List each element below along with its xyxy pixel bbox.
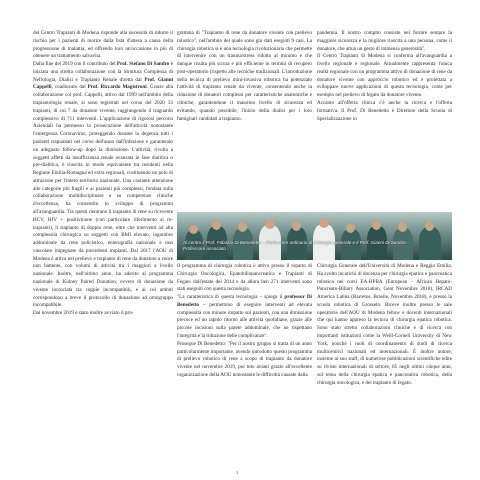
paragraph: "La caratteristica di questa tecnologia – spiega il professor Di Benedetto – permettono di eseguire interventi ad elevata complessità con minore impatto sui pazienti, con una dimissione precoce ed un rapido ritorno alle attività quotidiane, grazie alle piccole incisioni sulla parete addominale, che ne rispettano l'integrità e la riduzione delle complicanze".	[177, 294, 312, 340]
article-column-1	[33, 30, 173, 470]
team-photo	[177, 212, 452, 260]
paragraph: Prosegue Di Benedetto: "Per il nostro gruppo si tratta di un anno particolarmente importante, avendo introdotto questo programma di prelievo robotico di rene a scopo di trapianto da donatore vivente nel novembre 2019, poi tuto avanti grazie all'eccellente organizzazione della AOU nonostante le difficoltà causate dalla	[177, 340, 312, 378]
paragraph: Chirurgia Generale dell'Università di Modena e Reggio Emilia. Ha svolto incarichi di docenza per chirurgia epatica e pancreatica robotica nei corsi EA-HPBA (European – African Hepato-Pancreato-Biliary Association, Gent Novembre 2018), IRCAD America Latina (Barretos, Brasile, Novembre 2018), e presso la scuola robotica di Grosseto. Riceve inoltre presso le sale operatorie dell'AOU di Modena fellow e docenti internazionali che qui hanno appreso la tecnica di chirurgia epatica robotica. Sono stato stretto collaborazioni cliniche e di ricerca con importanti istituzioni come la Weill-Cornell University di New York, nonché i ruoli di coordinamento di studi di ricerca multicentrici nazionali ed internazionali. È inoltre autore, insieme al suo staff, di numerose pubblicazioni scientifiche edite su riviste internazionali di settore, 85 negli ultimi cinque anni, sul tema della chirurgia epatica e pancreatica robotica, della chirurgia oncologica, e del trapianto di fegato.	[317, 263, 452, 386]
article-column-3-bottom	[317, 263, 452, 470]
paragraph: pandemia. Il nostro compito consiste nel fornire sempre la maggiore sicurezza e la migliore riuscita a una persona, come il donatore, che attua un gesto di immensa generosità".	[317, 30, 452, 52]
paragraph: Il Centro Trapianti di Modena si conferma all'avanguardia a livello regionale e regionale. Attualmente rappresenta l'unica realtà regionale con un programma attivo di donazione di rene da donatore vivente con approccio robotico ed è proiettata a sviluppare nuove applicazioni di questa tecnologia, come per esempio nel prelievo di fegato da donatore vivente.	[317, 53, 452, 99]
page-number: 3	[236, 470, 239, 475]
paragraph: gramma di "Trapianto di rene da donatore vivente con prelievo robotico", nell'ambito del quale sono già stati eseguiti 9 casi. La chirurgia robotica si è una tecnologia rivoluzionaria che permette di intervenire con un trauma/stress ridotto al minimo e che dunque risulta più sicura e più efficiente in termini di recupero post-operatorio (rispetto alle tecniche tradizionali. L'introduzione della tecnica di prelievo mini-invasiva robotica ha potenziato l'attività di trapianto renale da vivente, consentendo anche la riduzione di donatori complessi per caratteristiche anatomiche e cliniche, garantendone il massimo livello di sicurezza ed evitando, quando possibile, l'inizio della dialisi per i loro famigliari candidati a trapianto.	[177, 30, 312, 122]
paragraph: Dal novembre 2019 è stato inoltre avviato il pro-	[33, 310, 134, 317]
paragraph: Il programma di chirurgia robotica è attivo presso il reparto di Chirurgia Oncologica, Epatobiliopancreatica e Trapianti di Fegato dall'estate del 2014 e da allora ben 271 interventi sono stati eseguiti con questa tecnologia.	[177, 263, 312, 293]
paragraph: Dalla fine del 2019 con il contributo del Prof. Stefano Di Sandro è iniziata una stretta collaborazione con la Struttura Complessa di Nefrologia, Dialisi e Trapianto Renale diretta dal Prof. Gianni Cappelli, coadiuvato dal Prof. Riccardo Magistroni. Grazie alla collaborazione col prof. Cappelli, attivo dal 1999 nell'ambito della trapiantologia renale, si sono registrati nel corso del 2020 33 trapianti, di cui 7 da donatore vivente, raggiungendo il traguardo complessivo di 711 interventi. L'applicazione di rigorosi percorsi Aziendali ha permesso la prosecuzione dell'attività nonostante l'emergenza Coronavirus, proteggendo durante la degenza tutti i pazienti trapiantati nel corso dell'anno dall'infezione e garantendo un adeguato follow-up dopo la dimissione. L'attività, rivolta a soggetti affetti da insufficienza renale avanzata in fase dialitica o pre-dialitica, è riuscita in modo equivalente tra residenti nella Regione Emilia-Romagna ed extra regionali, costituendo un polo di attrazione per l'intero territorio nazionale. Una costante attenzione alle categorie più fragili e ai pazienti più complessi, fondata sulla collaborazione multidisciplinare e su competenze cliniche d'eccellenza, ha consentito lo sviluppo di programmi all'avanguardia. Tra questi rientrano il trapianto di rene su ricevente HCV, HIV + positivinone (con particolare riferimento ai re-trapianti), il trapianto di doppio rene, oltre che interventi ad alta complessità chirurgica su soggetti con BMI elevato, ingombro addominale da rene policistico, enterografia nazionale e non vascolare impegnate da precedenti impianti. Dal 2017 l'AOU di Modena è attiva nel prelievo e trapianto di rene da donatore a cuore non battente, con volumi di attività tra i maggiori a livello nazionale. Inoltre, nell'ultimo anno, ha aderito al programma nazionale di Kidney Paired Donation, ovvero di donazione da vivente incrociata tra coppie incompatibili, e ai cui ambiti corrispondono a breve il protocollo di donazione ad omogruppo incompatibile.	[33, 61, 173, 309]
article-column-2-bottom	[177, 263, 312, 470]
photo-caption: Al centro il Prof. Fabrizio Di Benedetto – Professore ordinario di Chirurgia generale e il Prof. Gianni Di Sandro – Professore associato	[183, 240, 410, 251]
paragraph: Accanto all'offerta clinica c'è anche la ricerca e l'offerta formativa. Il Prof. Di Benedetto è Direttore della Scuola di Specializzazione in	[317, 100, 452, 122]
paragraph: del Centro Trapianti di Modena risponde alla necessità di ridurre il rischio per i pazienti di morire dalla lista d'attesa a causa della progressione di malattia, ed offrendo loro un'occasione in più di ottenere un trattamento salvavita.	[33, 30, 173, 60]
